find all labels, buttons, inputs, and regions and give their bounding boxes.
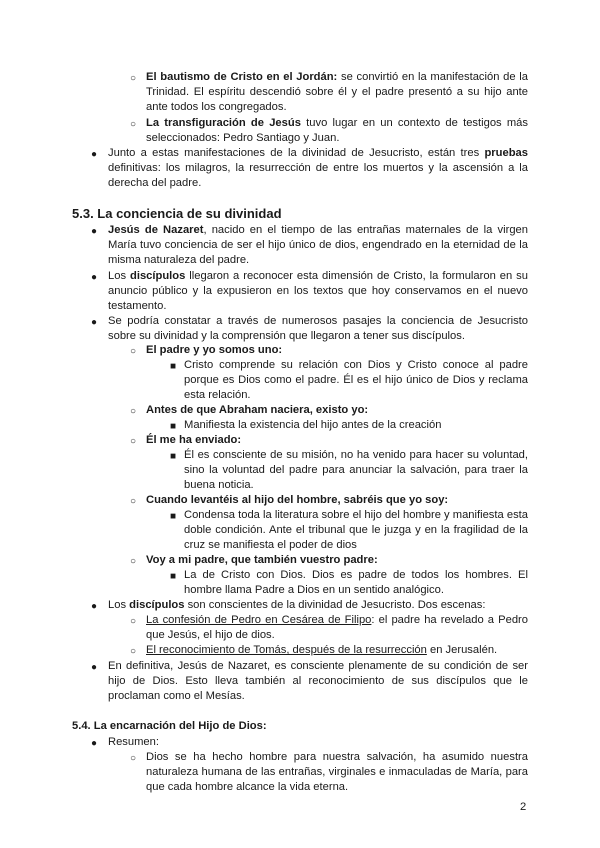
item-text: anuncio público y la expusieron en los textos que hoy conservamos en el nuevo	[108, 285, 528, 297]
bullet-icon: ●	[91, 738, 98, 749]
item-title: Antes de que Abraham naciera, existo yo:	[146, 404, 369, 416]
item-text: sobre su divinidad y la comprensión que llegaron a tener sus discípulos.	[108, 330, 465, 342]
circle-bullet-icon: ○	[130, 436, 137, 447]
square-bullet-icon: ■	[170, 361, 177, 372]
scene-link: La confesión de Pedro en Cesárea de Filipo	[146, 614, 372, 626]
item-title: El bautismo de Cristo en el Jordán:	[146, 71, 338, 83]
item-text: que Jesús, el hijo de dios.	[146, 629, 275, 641]
item-text: En definitiva, Jesús de Nazaret, es consciente plenamente de su condición de ser	[108, 660, 528, 672]
item-text: seleccionados: Pedro Santiago y Juan.	[146, 132, 340, 144]
bullet-icon: ●	[91, 149, 98, 160]
square-bullet-icon: ■	[170, 421, 177, 432]
item-title: La transfiguración de Jesús	[146, 117, 301, 129]
circle-bullet-icon: ○	[130, 496, 137, 507]
item-text: se convirtió en la manifestación de la	[337, 71, 528, 83]
square-bullet-icon: ■	[170, 451, 177, 462]
item-text: proclaman como el Mesías.	[108, 690, 245, 702]
item-emphasis: pruebas	[484, 147, 528, 159]
scene-link: El reconocimiento de Tomás, después de la resurrección	[146, 644, 427, 656]
item-text: cruz se manifiesta el poder de dios	[184, 539, 357, 551]
bullet-icon: ●	[91, 601, 98, 612]
circle-bullet-icon: ○	[130, 73, 137, 84]
list-item	[146, 116, 528, 131]
item-emphasis: discípulos	[129, 599, 185, 611]
item-text: tuvo lugar en un contexto de testigos más	[300, 117, 528, 129]
item-text: , nacido en el tiempo de las entrañas maternales de la virgen	[203, 224, 528, 236]
item-title: Jesús de Nazaret	[108, 224, 204, 236]
item-text: Se podría constatar a través de numerosos pasajes la conciencia de Jesucristo	[108, 315, 528, 327]
bullet-icon: ●	[91, 272, 98, 283]
circle-bullet-icon: ○	[130, 616, 137, 627]
item-text: derecha del padre.	[108, 177, 202, 189]
circle-bullet-icon: ○	[130, 119, 137, 130]
list-item	[108, 146, 528, 161]
list-item	[146, 643, 497, 658]
list-item	[108, 223, 528, 238]
item-emphasis: discípulos	[130, 270, 186, 282]
item-text: hijo de Dios. Esto lleva también al reconocimiento de sus discípulos que le	[108, 675, 528, 687]
circle-bullet-icon: ○	[130, 753, 137, 764]
circle-bullet-icon: ○	[130, 346, 137, 357]
item-text: Los	[108, 599, 130, 611]
list-item	[146, 70, 528, 85]
item-text: en Jerusalén.	[426, 644, 498, 656]
item-text: Trinidad. El espíritu descendió sobre él y el padre presentó a su hijo ante	[146, 86, 528, 98]
item-text: sino la voluntad del padre para anunciar la salvación, para traer la	[184, 464, 528, 476]
item-text: Condensa toda la literatura sobre el hijo del hombre y manifiesta esta	[184, 509, 528, 521]
item-text: que cada hombre alcance la vida eterna.	[146, 781, 349, 793]
item-text: hombre llama Padre a Dios en un sentido analógico.	[184, 584, 444, 596]
item-text: María tuvo conciencia de ser el hijo único de dios, engendrado en la eternidad de la	[108, 239, 528, 251]
list-item	[108, 598, 485, 613]
circle-bullet-icon: ○	[130, 646, 137, 657]
page-number: 2	[520, 801, 527, 813]
bullet-icon: ●	[91, 226, 98, 237]
item-text: esta relación.	[184, 389, 251, 401]
item-text: ante todos los congregados.	[146, 101, 287, 113]
bullet-icon: ●	[91, 662, 98, 673]
circle-bullet-icon: ○	[130, 556, 137, 567]
item-text: Él es consciente de su misión, no ha venido para hacer su voluntad,	[184, 449, 528, 461]
item-text: Manifiesta la existencia del hijo antes de la creación	[184, 419, 442, 431]
item-text: son conscientes de la divinidad de Jesucristo. Dos escenas:	[184, 599, 486, 611]
item-text: doble condición. Ante el tribunal que le juzga y en la fragilidad de la	[184, 524, 528, 536]
item-text: : el padre ha revelado a Pedro	[371, 614, 528, 626]
square-bullet-icon: ■	[170, 571, 177, 582]
item-text: misma naturaleza del padre.	[108, 254, 250, 266]
item-text: testamento.	[108, 300, 167, 312]
item-title: Él me ha enviado:	[146, 434, 242, 446]
item-text: naturaleza humana de las entrañas, virginales e inmaculadas de María, para	[146, 766, 528, 778]
item-text: definitivas: los milagros, la resurrección de entre los muertos y la ascensión a la	[108, 162, 528, 174]
item-text: buena noticia.	[184, 479, 254, 491]
item-text: Dios se ha hecho hombre para nuestra salvación, ha asumido nuestra	[146, 751, 528, 763]
item-title: Cuando levantéis al hijo del hombre, sabréis que yo soy:	[146, 494, 449, 506]
list-item	[108, 269, 528, 284]
section-heading: 5.4. La encarnación del Hijo de Dios:	[72, 720, 267, 732]
item-text: Cristo comprende su relación con Dios y Cristo conoce al padre	[184, 359, 528, 371]
item-title: Voy a mi padre, que también vuestro padre:	[146, 554, 378, 566]
item-text: Junto a estas manifestaciones de la divinidad de Jesucristo, están tres	[108, 147, 485, 159]
circle-bullet-icon: ○	[130, 406, 137, 417]
bullet-icon: ●	[91, 317, 98, 328]
item-text: porque es Dios como el padre. Él es el hijo único de Dios y reclama	[184, 374, 528, 386]
item-text: La de Cristo con Dios. Dios es padre de todos los hombres. El	[184, 569, 528, 581]
item-text: llegaron a reconocer esta dimensión de Cristo, la formularon en su	[185, 270, 528, 282]
square-bullet-icon: ■	[170, 511, 177, 522]
list-item	[146, 613, 528, 628]
section-heading: 5.3. La conciencia de su divinidad	[72, 206, 282, 221]
item-title: El padre y yo somos uno:	[146, 344, 283, 356]
item-text: Los	[108, 270, 130, 282]
item-text: Resumen:	[108, 736, 159, 748]
